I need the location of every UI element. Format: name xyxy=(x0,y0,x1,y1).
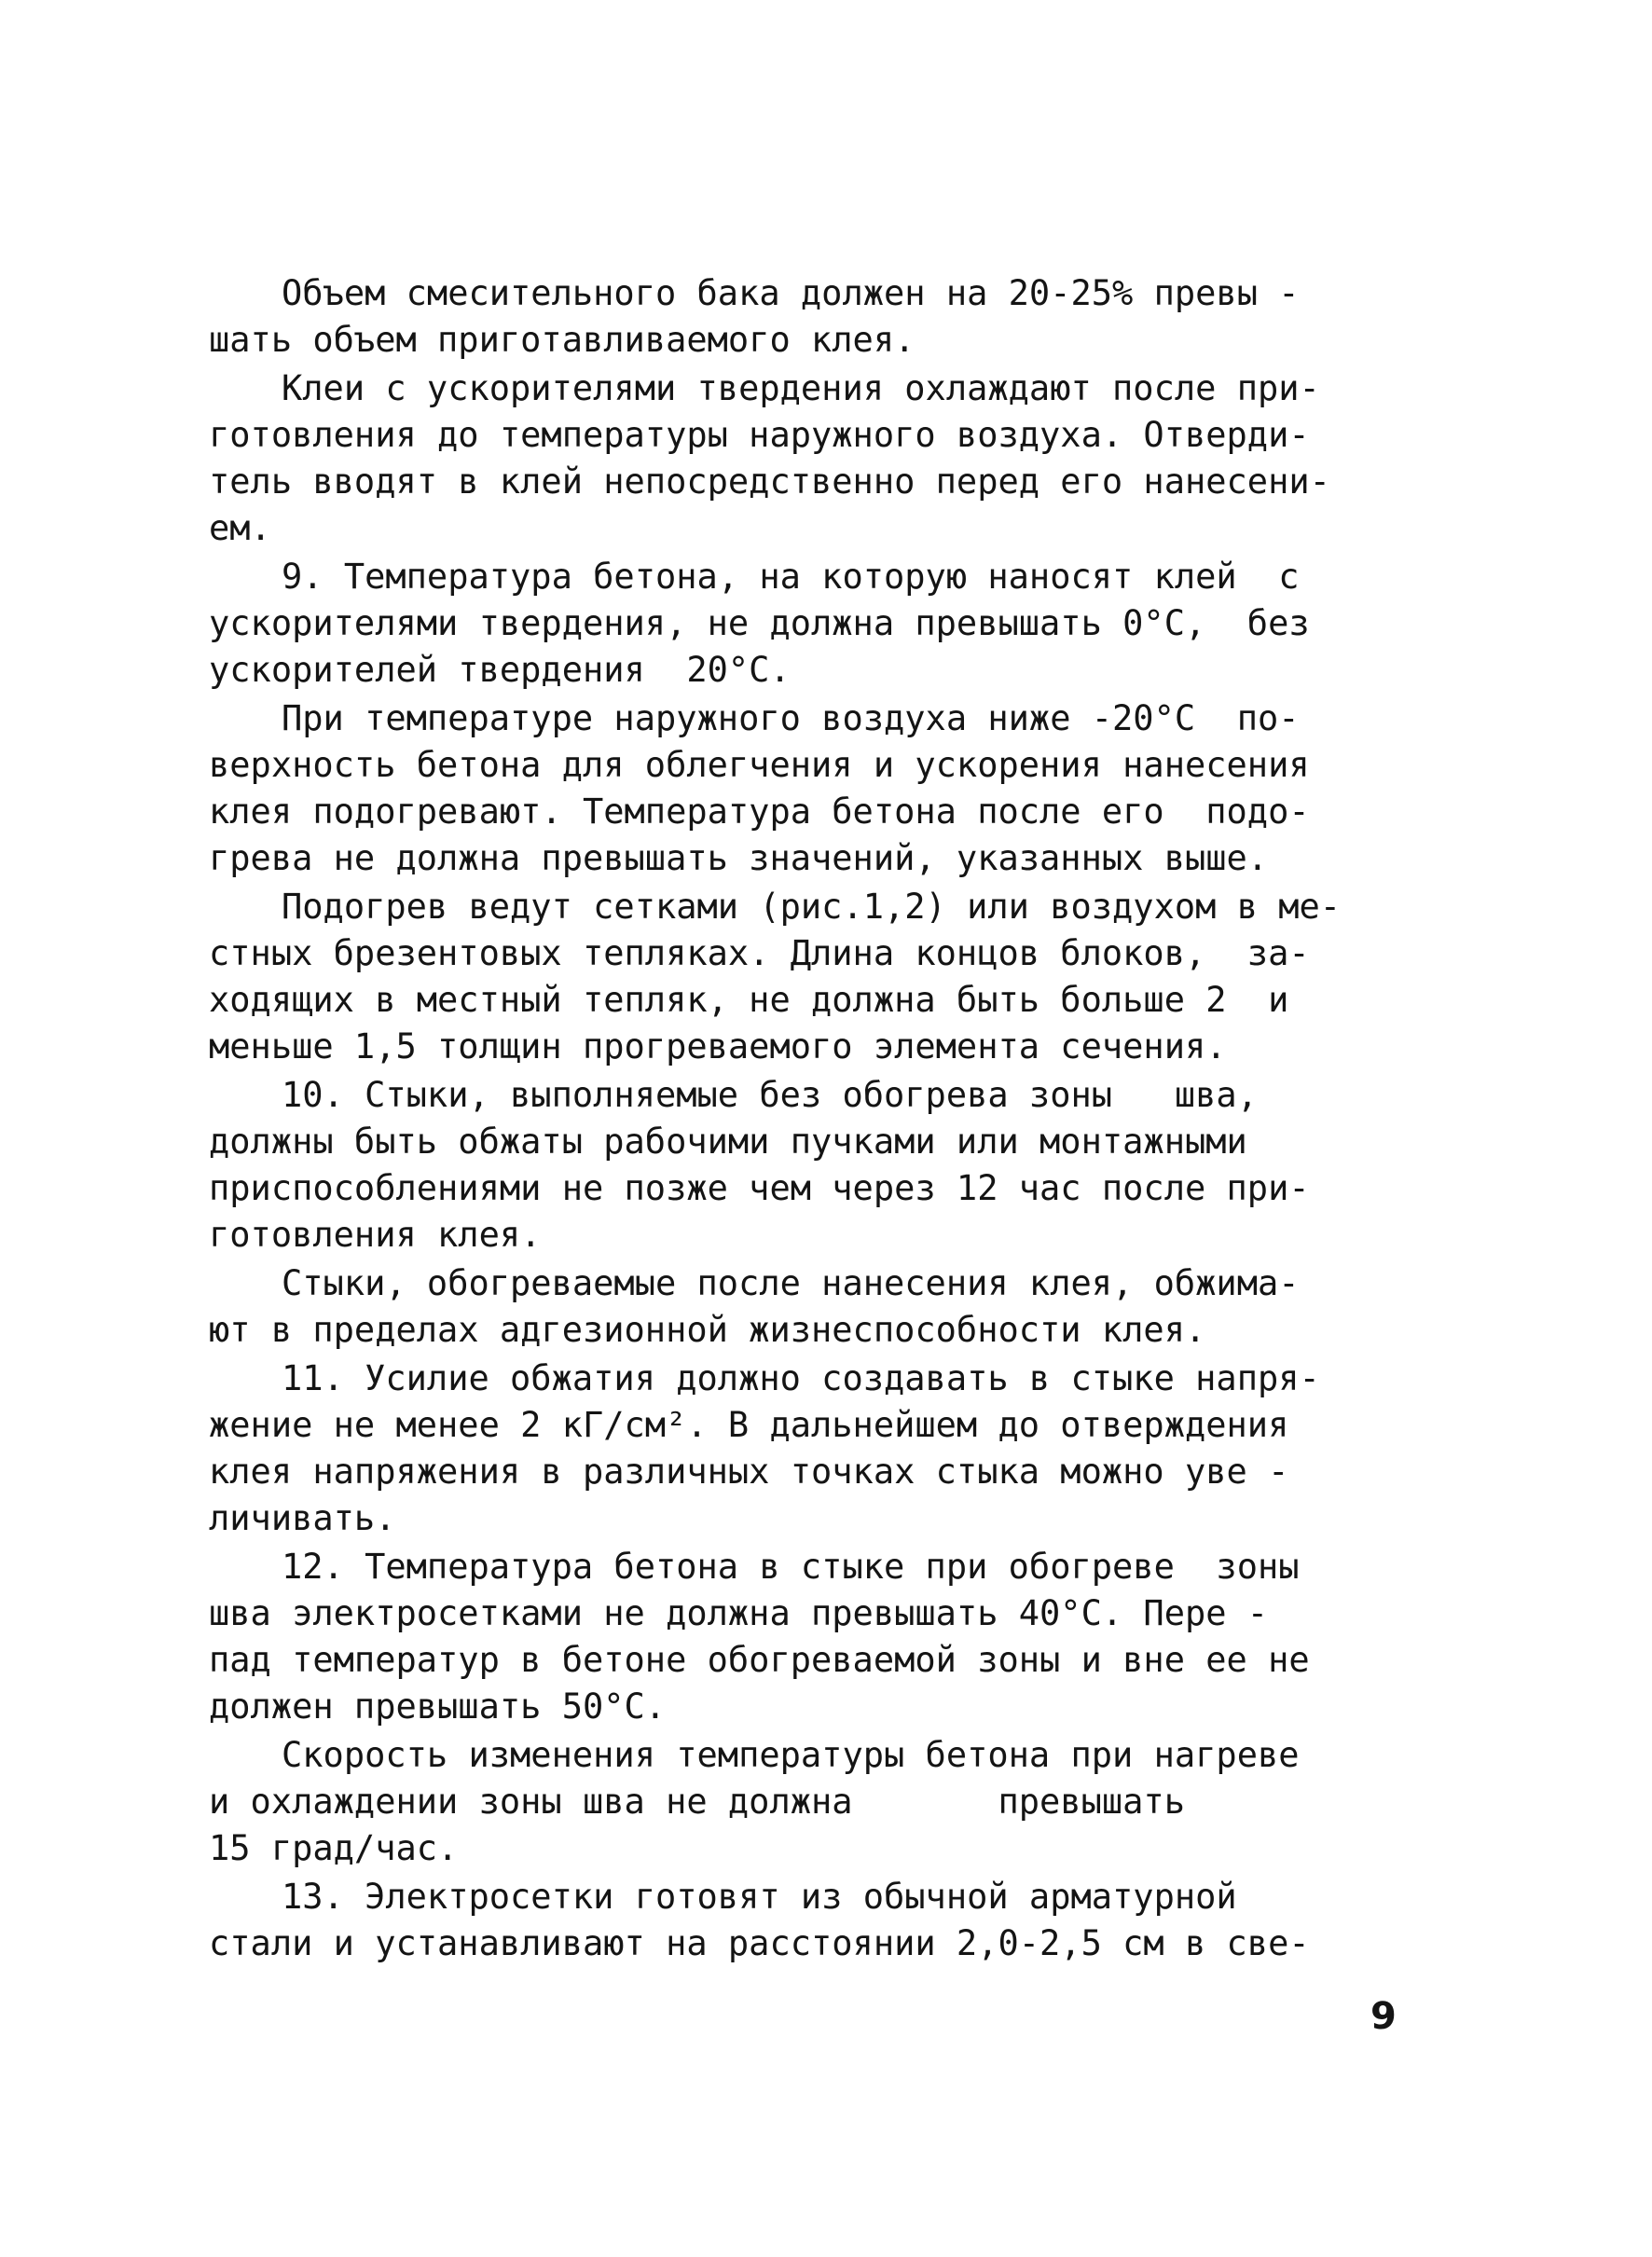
text-line: ют в пределах адгезионной жизнеспособности клея. xyxy=(209,1310,1206,1350)
text-line: и охлаждении зоны шва не должна превышать xyxy=(209,1782,1185,1822)
text-line: ходящих в местный тепляк, не должна быть больше 2 и xyxy=(209,980,1289,1020)
paragraph-item-10 xyxy=(209,1072,1449,1259)
text-line: пад температур в бетоне обогреваемой зоны и вне ее не xyxy=(209,1640,1310,1680)
text-line: меньше 1,5 толщин прогреваемого элемента сечения. xyxy=(209,1026,1227,1067)
text-line: 12. Температура бетона в стыке при обогреве зоны xyxy=(282,1547,1300,1587)
text-line: тель вводят в клей непосредственно перед его нанесени- xyxy=(209,461,1330,502)
text-line: При температуре наружного воздуха ниже -20°С по- xyxy=(282,698,1300,738)
paragraph-item-11 xyxy=(209,1356,1449,1542)
text-line: грева не должна превышать значений, указанных выше. xyxy=(209,838,1269,878)
paragraph-temperature-rate xyxy=(209,1732,1449,1872)
body-text xyxy=(209,270,1449,1969)
paragraph-accelerators xyxy=(209,365,1449,552)
text-line: Объем смесительного бака должен на 20-25% превы - xyxy=(282,273,1300,313)
text-line: должен превышать 50°С. xyxy=(209,1686,667,1727)
page-number: 9 xyxy=(1370,1995,1397,2038)
text-line: Подогрев ведут сетками (рис.1,2) или воздухом в ме- xyxy=(282,887,1342,927)
text-line: клея напряжения в различных точках стыка можно уве - xyxy=(209,1452,1289,1492)
paragraph-heated-joints xyxy=(209,1260,1449,1354)
text-line: готовления до температуры наружного воздуха. Отверди- xyxy=(209,415,1310,455)
text-line: 15 град/час. xyxy=(209,1828,459,1868)
text-line: ем. xyxy=(209,508,271,548)
text-line: жение не менее 2 кГ/см². В дальнейшем до отверждения xyxy=(209,1405,1289,1445)
text-line: приспособлениями не позже чем через 12 час после при- xyxy=(209,1168,1310,1208)
text-line: Стыки, обогреваемые после нанесения клея, обжима- xyxy=(282,1263,1300,1303)
text-line: шать объем приготавливаемого клея. xyxy=(209,320,915,360)
text-line: 9. Температура бетона, на которую наносят клей с xyxy=(282,557,1300,597)
paragraph-outdoor-temperature xyxy=(209,695,1449,882)
paragraph-item-12 xyxy=(209,1544,1449,1730)
text-line: Клеи с ускорителями твердения охлаждают после при- xyxy=(282,368,1320,408)
paragraph-heating xyxy=(209,884,1449,1070)
text-line: стали и устанавливают на расстоянии 2,0-2,5 см в све- xyxy=(209,1923,1310,1963)
text-line: должны быть обжаты рабочими пучками или монтажными xyxy=(209,1122,1247,1162)
text-line: Скорость изменения температуры бетона при нагреве xyxy=(282,1735,1300,1775)
text-line: шва электросетками не должна превышать 40°С. Пере - xyxy=(209,1593,1269,1633)
text-line: ускорителей твердения 20°С. xyxy=(209,650,791,690)
paragraph-mixing-tank xyxy=(209,270,1449,364)
text-line: 13. Электросетки готовят из обычной арматурной xyxy=(282,1877,1237,1917)
paragraph-item-13 xyxy=(209,1874,1449,1967)
text-line: клея подогревают. Температура бетона после его подо- xyxy=(209,791,1310,832)
text-line: 10. Стыки, выполняемые без обогрева зоны шва, xyxy=(282,1075,1258,1115)
text-line: ускорителями твердения, не должна превышать 0°С, без xyxy=(209,603,1310,643)
text-line: личивать. xyxy=(209,1498,396,1538)
text-line: верхность бетона для облегчения и ускорения нанесения xyxy=(209,745,1310,785)
text-line: готовления клея. xyxy=(209,1215,542,1255)
text-line: 11. Усилие обжатия должно создавать в стыке напря- xyxy=(282,1358,1320,1398)
paragraph-item-9 xyxy=(209,554,1449,694)
text-line: стных брезентовых тепляках. Длина концов блоков, за- xyxy=(209,933,1310,973)
